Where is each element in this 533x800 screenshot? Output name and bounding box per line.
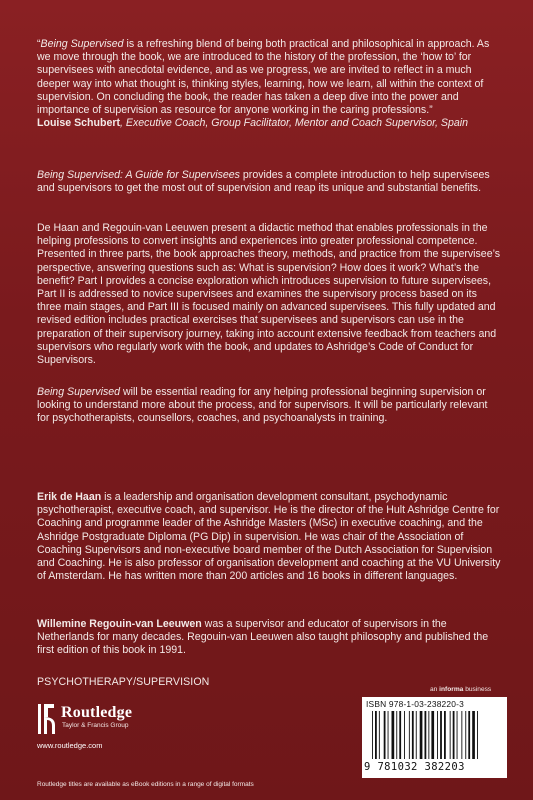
isbn-label: ISBN 978-1-03-238220-3 [366,699,464,709]
barcode-bar [431,711,434,759]
reading-text: will be essential reading for any helping professional beginning supervision or looking to understand more about the process, and for supervisors. It will be particularly relevant for psychotherapists, counsellors, coaches, and psychoanalysts in training. [37,386,488,425]
quote-body: is a refreshing blend of being both practical and philosophical in approach. As we move through the book, we are introduced to the history of the profession, the ‘how to’ for supervisees with anecdotal evidence, and as we progress, we are invited to reflect in a much deeper way into what thought is, thinking styles, learning, how we learn, all within the context of supervision. On concluding the book, the reader has taken a deep dive into the power and importance of supervision as resource for anyone working in the caring professions.” [37,38,490,117]
barcode-bar [450,711,451,759]
barcode-bar [444,711,446,759]
barcode-bar [461,711,462,759]
ebook-footer-note: Routledge titles are available as eBook editions in a range of digital formats [37,781,254,788]
quote-text [37,38,501,117]
barcode-bar [437,711,438,759]
author-bio-willemine [37,618,501,658]
publisher-url[interactable]: www.routledge.com [37,741,103,750]
isbn-barcode [362,697,507,778]
publisher-group: Taylor & Francis Group [62,722,129,729]
author-bio: is a leadership and organisation development consultant, psychodynamic psychotherapist, executive coach, and supervisor. He is the director of the Hult Ashridge Centre for Coaching and programme leader of the Ashridge Masters (MSc) in executive coaching, and the Ashridge Postgraduate Diploma (PG Dip) in supervision. He was chair of the Association of Coaching Supervisors and non-executive board member of the Dutch Association for Supervision and Coaching. He is also professor of organisation development and coaching at the VU University of Amsterdam. He has written more than 200 articles and 16 books in different languages. [37,491,501,583]
barcode-bar [409,711,410,759]
barcode-bar [428,711,429,759]
barcode-bar [440,711,442,759]
barcode-bar [472,711,475,759]
author-bio: was a supervisor and educator of supervisors in the Netherlands for many decades. Regouin-van Leeuwen also taught philosophy and published the first edition of this book in 1991. [37,618,489,657]
attribution-role: , Executive Coach, Group Facilitator, Mentor and Coach Supervisor, Spain [120,117,469,130]
barcode-bar [396,711,397,759]
barcode-bar [412,711,414,759]
intro-book-title: Being Supervised: A Guide for Supervisees [37,169,240,181]
barcode-bar [468,711,470,759]
barcode-bar [372,711,373,759]
publisher-block [37,700,217,760]
subject-category: PSYCHOTHERAPY/SUPERVISION [37,676,210,688]
barcode-bar [416,711,417,759]
intro-text: provides a complete introduction to help supervisees and supervisors to get the most out of supervision and reap its unique and substantial benefits. [37,169,490,195]
author-name: Erik de Haan [37,491,102,503]
barcode-bar [388,711,389,759]
method-paragraph [37,222,501,367]
barcode-bar [399,711,401,759]
informa-business-label: an informa business [430,686,492,693]
author-name: Willemine Regouin-van Leeuwen [37,618,202,630]
publisher-name: Routledge [61,704,133,721]
intro-paragraph [37,169,501,195]
reading-book-title: Being Supervised [37,386,121,398]
barcode-bar [477,711,478,759]
barcode-bar [453,711,455,759]
barcode-bar [392,711,395,759]
method-text: De Haan and Regouin-van Leeuwen present a didactic method that enables professionals in the helping professions to convert insights and experiences into greater professional competence. Presented in three parts, the book approaches theory, methods, and practice from the supervisee’s perspective, answering questions such as: What is supervision? How does it work? What’s the benefit? Part I provides a concise exploration which introduces supervision to future supervisees, Part II is addressed to novice supervisees and examines the supervisory process based on its three main stages, and Part III is focused mainly on advanced supervisees. This fully updated and revised edition includes practical exercises that supervisees and supervisors can use in the preparation of their supervisory journey, taking into account extensive feedback from teachers and supervisors who regularly work with the book, and updates to Ashridge’s Code of Conduct for Supervisors. [37,222,501,367]
barcode-bar [379,711,380,759]
barcode-number: 9 781032 382203 [364,761,465,773]
barcode-bars [370,711,500,759]
barcode-bar [384,711,386,759]
barcode-bar [457,711,458,759]
barcode-bar [420,711,423,759]
quote-open-mark: “ [37,38,41,50]
quote-book-title: Being Supervised [40,38,124,50]
author-bio-erik [37,491,501,583]
barcode-bar [404,711,405,759]
barcode-bar [465,711,466,759]
attribution-name: Louise Schubert [37,117,120,130]
barcode-bar [425,711,427,759]
quote-attribution [37,117,501,130]
endorsement-quote [37,38,501,130]
barcode-bar [375,711,377,759]
routledge-logo-icon [37,704,55,734]
reading-paragraph [37,386,501,426]
